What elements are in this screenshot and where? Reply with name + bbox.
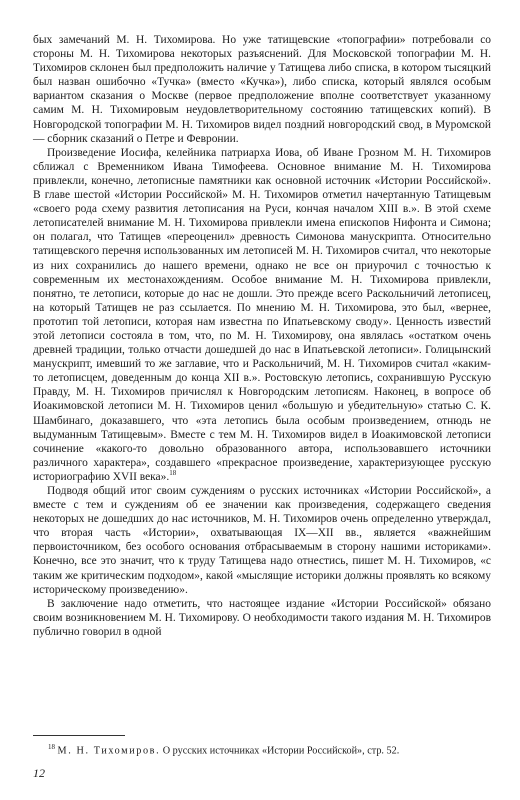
footnote-marker: 18 <box>169 469 177 478</box>
page-number: 12 <box>33 766 45 780</box>
footnote-author: М. Н. Тихомиров. <box>57 745 161 757</box>
footnote <box>48 741 493 757</box>
paragraph-3: Подводя общий итог своим суждениям о русских источниках «Истории Российской», а вместе с тем и суждениям об ее значении как произведения, содержащего сведения некоторых не дошедших до нас источников, М. Н. Тихомиров очень определенно утверждал, что вторая часть «Истории», охватывающая IX—XII вв., является «важнейшим первоисточником, без особого основания отбрасываемым в сторону нашими историками». Конечно, все это значит, что к труду Татищева надо отнестись, пишет М. Н. Тихомиров, «с таким же критическим подходом», какой «мыслящие историки должны проявлять ко всякому историческому произведению». <box>33 485 491 596</box>
paragraph-4: В заключение надо отметить, что настоящее издание «Истории Российской» обязано своим возникновением М. Н. Тихомирову. О необходимости такого издания М. Н. Тихомиров публично говорил в одной <box>33 597 491 638</box>
footnote-number: 18 <box>48 743 55 751</box>
footnote-text: О русских источниках «Истории Российской», стр. 52. <box>162 745 400 757</box>
paragraph-2-text: Произведение Иосифа, келейника патриарха Иова, об Иване Грозном М. Н. Тихомиров сближал с Временником Ивана Тимофеева. Основное внимание М. Н. Тихомирова привлекли, конечно, летописные памятники как основной источник «Истории Российской». В главе шестой «Истории Российской» М. Н. Тихомиров отметил начертанную Татищевым «своего рода схему развития летописания на Руси, кончая началом XIII в.». В этой схеме летописателей внимание М. Н. Тихомирова привлекли имена епископов Нифонта и Симона; он полагал, что Татищев «переоценил» древность Симонова манускрипта. Относительно татищевского перечня использованных им летописей М. Н. Тихомиров считал, что некоторые из них сохранились до нашего времени, однако не все он приурочил с точностью к современным их местонахождениям. Особое внимание М. Н. Тихомирова привлекли, понятно, те летописи, которые до нас не дошли. Это прежде всего Раскольничий летописец, на который Татищев не раз ссылается. По мнению М. Н. Тихомирова, это был, «вернее, прототип той летописи, которая нам известна по Ипатьевскому своду». Ценность известий этой летописи состояла в том, что, по М. Н. Тихомирову, она являлась «остатком очень древней традиции, только отчасти дошедшей до нас в Ипатьевской летописи». Голицынский манускрипт, имевший то же заглавие, что и Раскольничий, М. Н. Тихомиров считал «каким-то летописцем, доведенным до конца XII в.». Ростовскую летопись, сохранившую Русскую Правду, М. Н. Тихомиров причислял к Новгородским летописям. Наконец, в вопросе об Иоакимовской летописи М. Н. Тихомиров ценил «большую и убедительную» статью С. К. Шамбинаго, доказавшего, что «эта летопись была особым произведением, отнюдь не выдуманным Татищевым». Вместе с тем М. Н. Тихомиров видел в Иоакимовской летописи сочинение «какого-то довольно образованного автора, использовавшего источники различного характера», создавшего «прекрасное произведение, характеризующее русскую историографию XVII века». <box>33 146 491 483</box>
paragraph-2 <box>33 146 491 484</box>
footnote-rule <box>33 735 125 736</box>
paragraph-1: бых замечаний М. Н. Тихомирова. Но уже татищевские «топографии» потребовали со стороны М. Н. Тихомирова некоторых разъяснений. Для Московской топографии М. Н. Тихомиров склонен был предположить наличие у Татищева либо списка, в котором тысяцкий был назван ошибочно «Тучка» (вместо «Кучка»), либо списка, который являлся особым вариантом сказания о Москве (первое предположение вполне соответствует указанному самим М. Н. Тихомировым неудовлетворительному состоянию татищевских копий). В Новгородской топографии М. Н. Тихомиров видел поздний новгородский свод, в Муромской — сборник сказаний о Петре и Февронии. <box>33 34 491 145</box>
page-body <box>33 33 491 639</box>
